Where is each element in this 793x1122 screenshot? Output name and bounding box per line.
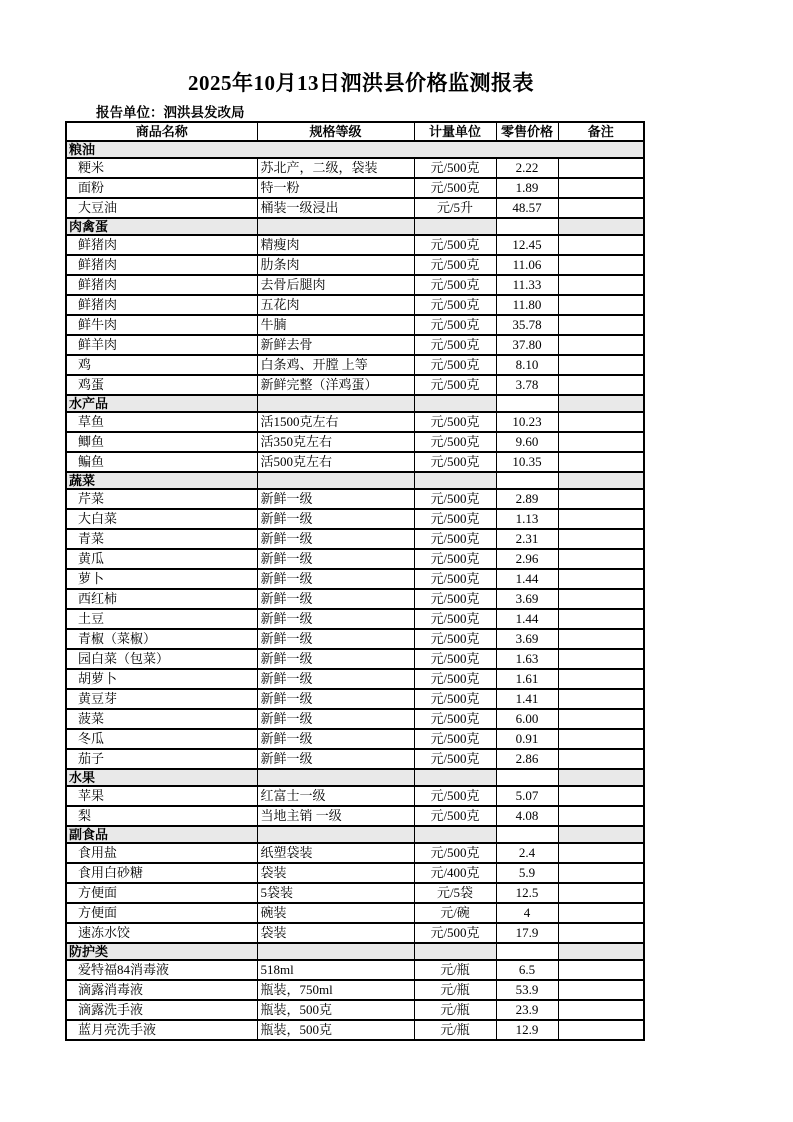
unit-cell: 元/500克 xyxy=(414,689,496,709)
unit-cell: 元/500克 xyxy=(414,749,496,769)
product-name-cell: 粳米 xyxy=(66,158,257,178)
product-name-cell: 冬瓜 xyxy=(66,729,257,749)
product-name-cell: 爱特福84消毒液 xyxy=(66,960,257,980)
category-empty-cell xyxy=(257,395,414,412)
price-cell: 1.63 xyxy=(496,649,558,669)
spec-cell: 新鲜一级 xyxy=(257,509,414,529)
price-cell: 2.96 xyxy=(496,549,558,569)
table-row xyxy=(66,806,644,826)
price-table-body xyxy=(66,141,644,1040)
unit-cell: 元/500克 xyxy=(414,509,496,529)
note-cell xyxy=(558,452,644,472)
category-empty-cell xyxy=(414,395,496,412)
note-cell xyxy=(558,923,644,943)
spec-cell: 新鲜一级 xyxy=(257,569,414,589)
spec-cell: 新鲜一级 xyxy=(257,629,414,649)
table-row xyxy=(66,923,644,943)
product-name-cell: 菠菜 xyxy=(66,709,257,729)
product-name-cell: 方便面 xyxy=(66,903,257,923)
unit-cell: 元/500克 xyxy=(414,729,496,749)
price-cell: 5.9 xyxy=(496,863,558,883)
unit-cell: 元/500克 xyxy=(414,275,496,295)
unit-cell: 元/5袋 xyxy=(414,883,496,903)
header-cell-note: 备注 xyxy=(558,122,644,141)
header-cell-product-name: 商品名称 xyxy=(66,122,257,141)
header-cell-retail-price: 零售价格 xyxy=(496,122,558,141)
product-name-cell: 胡萝卜 xyxy=(66,669,257,689)
category-row xyxy=(66,395,644,412)
note-cell xyxy=(558,158,644,178)
table-row xyxy=(66,315,644,335)
spec-cell: 新鲜去骨 xyxy=(257,335,414,355)
product-name-cell: 滴露洗手液 xyxy=(66,1000,257,1020)
unit-cell: 元/500克 xyxy=(414,609,496,629)
product-name-cell: 萝卜 xyxy=(66,569,257,589)
category-empty-cell xyxy=(558,218,644,235)
header-cell-unit: 计量单位 xyxy=(414,122,496,141)
price-cell: 10.35 xyxy=(496,452,558,472)
unit-cell: 元/500克 xyxy=(414,255,496,275)
category-empty-cell xyxy=(257,218,414,235)
category-empty-cell xyxy=(558,826,644,843)
price-cell: 1.44 xyxy=(496,569,558,589)
category-cell: 水果 xyxy=(66,769,257,786)
spec-cell: 活500克左右 xyxy=(257,452,414,472)
note-cell xyxy=(558,960,644,980)
category-row xyxy=(66,141,644,158)
table-row xyxy=(66,843,644,863)
table-row xyxy=(66,489,644,509)
note-cell xyxy=(558,412,644,432)
unit-cell: 元/瓶 xyxy=(414,960,496,980)
unit-cell: 元/瓶 xyxy=(414,980,496,1000)
category-empty-cell xyxy=(496,943,558,960)
category-empty-cell xyxy=(414,826,496,843)
spec-cell: 瓶装，750ml xyxy=(257,980,414,1000)
spec-cell: 袋装 xyxy=(257,923,414,943)
table-header-row xyxy=(66,122,644,141)
spec-cell: 新鲜一级 xyxy=(257,669,414,689)
note-cell xyxy=(558,295,644,315)
spec-cell: 五花肉 xyxy=(257,295,414,315)
product-name-cell: 食用盐 xyxy=(66,843,257,863)
category-empty-cell xyxy=(496,395,558,412)
note-cell xyxy=(558,689,644,709)
table-row xyxy=(66,1020,644,1040)
price-cell: 2.31 xyxy=(496,529,558,549)
unit-cell: 元/500克 xyxy=(414,843,496,863)
table-row xyxy=(66,178,644,198)
price-cell: 1.44 xyxy=(496,609,558,629)
category-empty-cell xyxy=(414,769,496,786)
spec-cell: 新鲜一级 xyxy=(257,729,414,749)
unit-cell: 元/500克 xyxy=(414,178,496,198)
spec-cell: 活1500克左右 xyxy=(257,412,414,432)
table-row xyxy=(66,589,644,609)
category-empty-cell xyxy=(414,472,496,489)
unit-cell: 元/500克 xyxy=(414,549,496,569)
note-cell xyxy=(558,729,644,749)
price-cell: 2.4 xyxy=(496,843,558,863)
spec-cell: 白条鸡、开膛 上等 xyxy=(257,355,414,375)
table-row xyxy=(66,649,644,669)
note-cell xyxy=(558,669,644,689)
category-empty-cell xyxy=(257,826,414,843)
price-cell: 3.78 xyxy=(496,375,558,395)
category-empty-cell xyxy=(496,218,558,235)
product-name-cell: 鲜牛肉 xyxy=(66,315,257,335)
category-row xyxy=(66,769,644,786)
unit-cell: 元/瓶 xyxy=(414,1000,496,1020)
table-row xyxy=(66,749,644,769)
unit-cell: 元/500克 xyxy=(414,709,496,729)
price-cell: 1.41 xyxy=(496,689,558,709)
note-cell xyxy=(558,883,644,903)
table-row xyxy=(66,729,644,749)
category-empty-cell xyxy=(558,943,644,960)
table-row xyxy=(66,255,644,275)
product-name-cell: 蓝月亮洗手液 xyxy=(66,1020,257,1040)
table-row xyxy=(66,863,644,883)
unit-cell: 元/500克 xyxy=(414,315,496,335)
note-cell xyxy=(558,432,644,452)
price-cell: 8.10 xyxy=(496,355,558,375)
price-cell: 23.9 xyxy=(496,1000,558,1020)
product-name-cell: 黄瓜 xyxy=(66,549,257,569)
price-cell: 1.89 xyxy=(496,178,558,198)
category-empty-cell xyxy=(257,472,414,489)
table-row xyxy=(66,275,644,295)
spec-cell: 瓶装，500克 xyxy=(257,1020,414,1040)
product-name-cell: 苹果 xyxy=(66,786,257,806)
price-cell: 48.57 xyxy=(496,198,558,218)
product-name-cell: 鸡 xyxy=(66,355,257,375)
table-row xyxy=(66,609,644,629)
spec-cell: 新鲜一级 xyxy=(257,609,414,629)
spec-cell: 纸塑袋装 xyxy=(257,843,414,863)
price-cell: 12.9 xyxy=(496,1020,558,1040)
note-cell xyxy=(558,786,644,806)
unit-cell: 元/500克 xyxy=(414,569,496,589)
spec-cell: 新鲜一级 xyxy=(257,589,414,609)
table-row xyxy=(66,960,644,980)
spec-cell: 去骨后腿肉 xyxy=(257,275,414,295)
category-empty-cell xyxy=(496,826,558,843)
table-row xyxy=(66,452,644,472)
product-name-cell: 速冻水饺 xyxy=(66,923,257,943)
unit-cell: 元/500克 xyxy=(414,649,496,669)
unit-cell: 元/500克 xyxy=(414,489,496,509)
price-cell: 5.07 xyxy=(496,786,558,806)
table-row xyxy=(66,529,644,549)
category-row xyxy=(66,826,644,843)
price-cell: 35.78 xyxy=(496,315,558,335)
note-cell xyxy=(558,903,644,923)
product-name-cell: 大白菜 xyxy=(66,509,257,529)
product-name-cell: 滴露消毒液 xyxy=(66,980,257,1000)
category-cell: 防护类 xyxy=(66,943,257,960)
price-cell: 37.80 xyxy=(496,335,558,355)
table-row xyxy=(66,412,644,432)
price-cell: 6.00 xyxy=(496,709,558,729)
product-name-cell: 茄子 xyxy=(66,749,257,769)
category-empty-cell xyxy=(558,472,644,489)
product-name-cell: 大豆油 xyxy=(66,198,257,218)
product-name-cell: 鸡蛋 xyxy=(66,375,257,395)
table-row xyxy=(66,355,644,375)
product-name-cell: 青菜 xyxy=(66,529,257,549)
spec-cell: 瓶装，500克 xyxy=(257,1000,414,1020)
spec-cell: 新鲜一级 xyxy=(257,489,414,509)
table-row xyxy=(66,883,644,903)
spec-cell: 518ml xyxy=(257,960,414,980)
note-cell xyxy=(558,1000,644,1020)
product-name-cell: 鲜猪肉 xyxy=(66,295,257,315)
unit-cell: 元/500克 xyxy=(414,589,496,609)
note-cell xyxy=(558,255,644,275)
product-name-cell: 鳊鱼 xyxy=(66,452,257,472)
product-name-cell: 方便面 xyxy=(66,883,257,903)
price-cell: 4 xyxy=(496,903,558,923)
product-name-cell: 鲫鱼 xyxy=(66,432,257,452)
table-row xyxy=(66,432,644,452)
product-name-cell: 芹菜 xyxy=(66,489,257,509)
table-row xyxy=(66,786,644,806)
category-empty-cell xyxy=(558,395,644,412)
unit-cell: 元/500克 xyxy=(414,923,496,943)
unit-cell: 元/500克 xyxy=(414,355,496,375)
category-empty-cell xyxy=(414,218,496,235)
product-name-cell: 青椒（菜椒） xyxy=(66,629,257,649)
spec-cell: 新鲜一级 xyxy=(257,549,414,569)
category-empty-cell xyxy=(496,769,558,786)
category-empty-cell xyxy=(257,943,414,960)
unit-cell: 元/400克 xyxy=(414,863,496,883)
price-cell: 2.89 xyxy=(496,489,558,509)
price-cell: 3.69 xyxy=(496,589,558,609)
note-cell xyxy=(558,549,644,569)
note-cell xyxy=(558,335,644,355)
spec-cell: 新鲜一级 xyxy=(257,649,414,669)
category-cell: 水产品 xyxy=(66,395,257,412)
note-cell xyxy=(558,235,644,255)
price-cell: 10.23 xyxy=(496,412,558,432)
note-cell xyxy=(558,355,644,375)
price-cell: 11.33 xyxy=(496,275,558,295)
price-cell: 4.08 xyxy=(496,806,558,826)
price-cell: 6.5 xyxy=(496,960,558,980)
product-name-cell: 梨 xyxy=(66,806,257,826)
spec-cell: 肋条肉 xyxy=(257,255,414,275)
category-cell: 副食品 xyxy=(66,826,257,843)
category-row xyxy=(66,472,644,489)
note-cell xyxy=(558,569,644,589)
spec-cell: 新鲜一级 xyxy=(257,749,414,769)
unit-cell: 元/500克 xyxy=(414,158,496,178)
unit-cell: 元/500克 xyxy=(414,432,496,452)
product-name-cell: 园白菜（包菜） xyxy=(66,649,257,669)
price-cell: 53.9 xyxy=(496,980,558,1000)
price-cell: 3.69 xyxy=(496,629,558,649)
product-name-cell: 黄豆芽 xyxy=(66,689,257,709)
spec-cell: 5袋装 xyxy=(257,883,414,903)
category-cell: 粮油 xyxy=(66,141,644,158)
spec-cell: 袋装 xyxy=(257,863,414,883)
spec-cell: 精瘦肉 xyxy=(257,235,414,255)
price-cell: 11.80 xyxy=(496,295,558,315)
table-row xyxy=(66,295,644,315)
product-name-cell: 土豆 xyxy=(66,609,257,629)
page-title: 2025年10月13日泗洪县价格监测报表 xyxy=(188,71,534,95)
note-cell xyxy=(558,609,644,629)
unit-cell: 元/500克 xyxy=(414,529,496,549)
note-cell xyxy=(558,629,644,649)
note-cell xyxy=(558,198,644,218)
note-cell xyxy=(558,589,644,609)
product-name-cell: 西红柿 xyxy=(66,589,257,609)
price-cell: 1.61 xyxy=(496,669,558,689)
category-empty-cell xyxy=(558,769,644,786)
product-name-cell: 食用白砂糖 xyxy=(66,863,257,883)
price-cell: 12.5 xyxy=(496,883,558,903)
note-cell xyxy=(558,1020,644,1040)
note-cell xyxy=(558,980,644,1000)
unit-cell: 元/500克 xyxy=(414,629,496,649)
unit-cell: 元/瓶 xyxy=(414,1020,496,1040)
note-cell xyxy=(558,709,644,729)
spec-cell: 新鲜完整（洋鸡蛋） xyxy=(257,375,414,395)
price-cell: 12.45 xyxy=(496,235,558,255)
note-cell xyxy=(558,509,644,529)
table-row xyxy=(66,569,644,589)
product-name-cell: 面粉 xyxy=(66,178,257,198)
unit-cell: 元/500克 xyxy=(414,806,496,826)
note-cell xyxy=(558,806,644,826)
note-cell xyxy=(558,843,644,863)
product-name-cell: 鲜猪肉 xyxy=(66,255,257,275)
price-table xyxy=(65,121,645,1041)
price-cell: 0.91 xyxy=(496,729,558,749)
category-empty-cell xyxy=(414,943,496,960)
product-name-cell: 鲜羊肉 xyxy=(66,335,257,355)
unit-cell: 元/5升 xyxy=(414,198,496,218)
note-cell xyxy=(558,315,644,335)
table-row xyxy=(66,158,644,178)
spec-cell: 红富士一级 xyxy=(257,786,414,806)
spec-cell: 苏北产，二级，袋装 xyxy=(257,158,414,178)
category-empty-cell xyxy=(496,472,558,489)
table-row xyxy=(66,1000,644,1020)
table-row xyxy=(66,235,644,255)
note-cell xyxy=(558,649,644,669)
product-name-cell: 鲜猪肉 xyxy=(66,275,257,295)
table-row xyxy=(66,689,644,709)
price-cell: 1.13 xyxy=(496,509,558,529)
spec-cell: 桶装一级浸出 xyxy=(257,198,414,218)
note-cell xyxy=(558,749,644,769)
note-cell xyxy=(558,529,644,549)
note-cell xyxy=(558,178,644,198)
category-empty-cell xyxy=(257,769,414,786)
category-row xyxy=(66,943,644,960)
product-name-cell: 草鱼 xyxy=(66,412,257,432)
note-cell xyxy=(558,275,644,295)
unit-cell: 元/500克 xyxy=(414,786,496,806)
price-cell: 17.9 xyxy=(496,923,558,943)
note-cell xyxy=(558,375,644,395)
spec-cell: 碗装 xyxy=(257,903,414,923)
table-row xyxy=(66,669,644,689)
table-row xyxy=(66,709,644,729)
spec-cell: 特一粉 xyxy=(257,178,414,198)
header-cell-spec-grade: 规格等级 xyxy=(257,122,414,141)
spec-cell: 活350克左右 xyxy=(257,432,414,452)
table-row xyxy=(66,198,644,218)
category-row xyxy=(66,218,644,235)
spec-cell: 新鲜一级 xyxy=(257,529,414,549)
unit-cell: 元/500克 xyxy=(414,412,496,432)
unit-cell: 元/500克 xyxy=(414,235,496,255)
table-row xyxy=(66,980,644,1000)
price-cell: 11.06 xyxy=(496,255,558,275)
price-cell: 2.86 xyxy=(496,749,558,769)
spec-cell: 当地主销 一级 xyxy=(257,806,414,826)
spec-cell: 新鲜一级 xyxy=(257,709,414,729)
unit-cell: 元/500克 xyxy=(414,335,496,355)
table-row xyxy=(66,509,644,529)
table-row xyxy=(66,549,644,569)
table-row xyxy=(66,335,644,355)
unit-cell: 元/500克 xyxy=(414,375,496,395)
note-cell xyxy=(558,863,644,883)
table-row xyxy=(66,629,644,649)
unit-cell: 元/碗 xyxy=(414,903,496,923)
category-cell: 蔬菜 xyxy=(66,472,257,489)
product-name-cell: 鲜猪肉 xyxy=(66,235,257,255)
spec-cell: 新鲜一级 xyxy=(257,689,414,709)
note-cell xyxy=(558,489,644,509)
table-row xyxy=(66,375,644,395)
price-cell: 9.60 xyxy=(496,432,558,452)
unit-cell: 元/500克 xyxy=(414,669,496,689)
unit-cell: 元/500克 xyxy=(414,452,496,472)
report-unit: 报告单位：泗洪县发改局 xyxy=(96,105,245,120)
category-cell: 肉禽蛋 xyxy=(66,218,257,235)
table-row xyxy=(66,903,644,923)
unit-cell: 元/500克 xyxy=(414,295,496,315)
price-cell: 2.22 xyxy=(496,158,558,178)
spec-cell: 牛腩 xyxy=(257,315,414,335)
